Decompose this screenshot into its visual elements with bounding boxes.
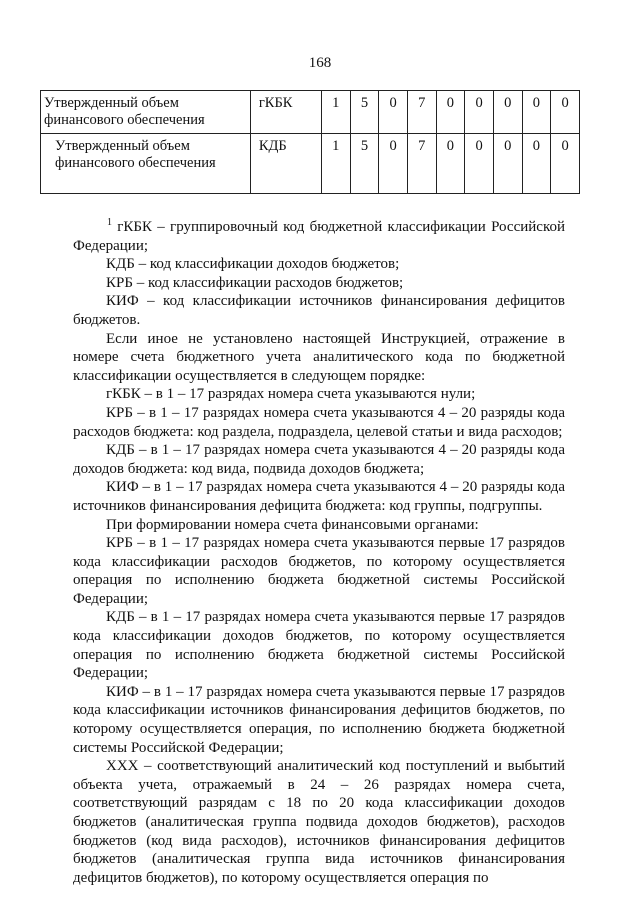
digit-cell: 0: [522, 91, 551, 134]
digit-cell: 0: [436, 134, 465, 194]
footnote-paragraph: [73, 214, 565, 255]
page-number: 168: [308, 55, 332, 71]
digit-cell: 5: [350, 91, 379, 134]
digit-cell: 0: [465, 91, 494, 134]
paragraph: КДБ – в 1 – 17 разрядах номера счета указываются 4 – 20 разряды кода доходов бюджета: код вида, подвида доходов бюджета;: [73, 442, 565, 477]
digit-cell: 1: [321, 134, 350, 194]
paragraph: КИФ – код классификации источников финансирования дефицитов бюджетов.: [73, 293, 565, 328]
body-text: [73, 214, 565, 887]
paragraph-text: гКБК – группировочный код бюджетной классификации Российской Федерации;: [73, 219, 565, 254]
paragraph: Если иное не установлено настоящей Инструкцией, отражение в номере счета бюджетного учета аналитического кода по бюджетной классификации осуществляется в следующем порядке:: [73, 330, 565, 384]
digit-cell: 0: [493, 134, 522, 194]
digit-cell: 0: [493, 91, 522, 134]
digit-cell: 0: [436, 91, 465, 134]
digit-cell: 7: [407, 91, 436, 134]
row-code: гКБК: [250, 91, 321, 134]
row-code: КДБ: [250, 134, 321, 194]
paragraph: КРБ – код классификации расходов бюджетов;: [106, 274, 404, 291]
digit-cell: 5: [350, 134, 379, 194]
digit-cell: 0: [379, 91, 408, 134]
row-name: Утвержденный объем финансового обеспечения: [41, 134, 251, 194]
row-name: Утвержденный объем финансового обеспечения: [41, 91, 251, 134]
paragraph: КДБ – в 1 – 17 разрядах номера счета указываются первые 17 разрядов кода классификации доходов бюджетов, по которому осуществляется операция по исполнению бюджета бюджетной системы Российской Федерации;: [73, 609, 565, 682]
paragraph: КИФ – в 1 – 17 разрядах номера счета указываются 4 – 20 разряды кода источников финансирования дефицита бюджета: код группы, подгруппы.: [73, 479, 565, 514]
digit-cell: 0: [465, 134, 494, 194]
table-row: [41, 134, 580, 194]
paragraph: КИФ – в 1 – 17 разрядах номера счета указываются первые 17 разрядов кода классификации источников финансирования дефицитов бюджетов, по которому осуществляется операция, по исполнению бюджета бюджетной системы Российской Федерации;: [73, 683, 565, 756]
paragraph: КДБ – код классификации доходов бюджетов;: [106, 256, 400, 273]
digit-cell: 0: [379, 134, 408, 194]
paragraph: КРБ – в 1 – 17 разрядах номера счета указываются первые 17 разрядов кода классификации расходов бюджетов, по которому осуществляется операция по исполнению бюджета бюджетной системы Российской Федерации;: [73, 535, 565, 607]
digit-cell: 0: [551, 91, 580, 134]
paragraph: ХХХ – соответствующий аналитический код поступлений и выбытий объекта учета, отражаемый в 24 – 26 разрядах номера счета, соответствующий разрядам с 18 по 20 кода классификации доходов бюджетов (аналитическая группа подвида доходов бюджетов), расходов бюджетов (код вида расходов), источников финансирования дефицитов бюджетов (аналитическая группа вида источников финансирования дефицитов бюджетов), по которому осуществляется операция по: [73, 758, 565, 886]
table-row: [41, 91, 580, 134]
paragraph: гКБК – в 1 – 17 разрядах номера счета указываются нули;: [106, 386, 476, 403]
paragraph: При формировании номера счета финансовыми органами:: [106, 516, 479, 533]
digit-cell: 7: [407, 134, 436, 194]
paragraph: КРБ – в 1 – 17 разрядах номера счета указываются 4 – 20 разряды кода расходов бюджета: код раздела, подраздела, целевой статьи и вида расходов;: [73, 404, 565, 440]
account-number-table: [40, 90, 580, 194]
digit-cell: 0: [522, 134, 551, 194]
footnote-mark: 1: [107, 217, 112, 228]
digit-cell: 0: [551, 134, 580, 194]
digit-cell: 1: [321, 91, 350, 134]
